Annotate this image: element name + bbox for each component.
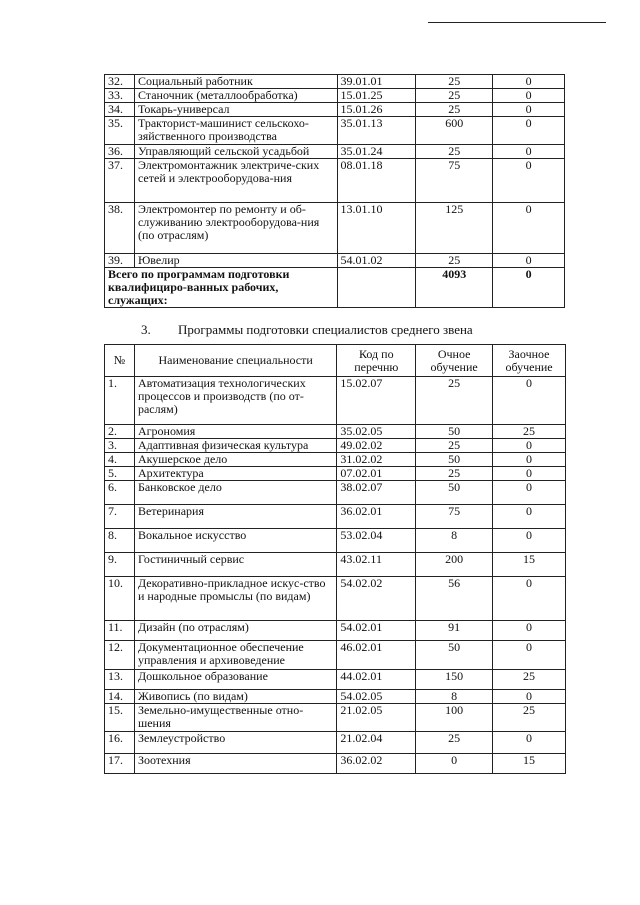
row-number: 13. [105,670,135,690]
part-time-count: 15 [493,553,566,577]
specialty-code: 21.02.04 [337,732,416,754]
full-time-count: 75 [416,505,493,529]
part-time-count: 0 [493,690,566,704]
specialty-code: 54.02.01 [337,621,416,641]
table-row [105,481,566,505]
part-time-count: 0 [493,439,566,453]
table-row [105,553,566,577]
part-time-count: 0 [493,203,565,254]
full-time-count: 56 [416,577,493,621]
specialty-code: 08.01.18 [337,159,416,203]
row-number: 39. [105,254,135,268]
specialty-name: Ветеринария [134,505,336,529]
row-number: 14. [105,690,135,704]
part-time-count: 25 [493,425,566,439]
table-row [105,704,566,732]
specialty-name: Документационное обеспечение управления и архивоведение [134,641,336,670]
part-time-count: 0 [493,89,565,103]
part-time-count: 0 [493,621,566,641]
specialty-name: Дошкольное образование [134,670,336,690]
specialty-name: Управляющий сельской усадьбой [134,145,337,159]
specialty-name: Агрономия [134,425,336,439]
part-time-count: 0 [493,505,566,529]
specialty-code: 44.02.01 [337,670,416,690]
row-number: 16. [105,732,135,754]
specialty-code: 39.01.01 [337,75,416,89]
total-label: Всего по программам подготовки квалифициро-ванных рабочих, служащих: [105,268,338,308]
row-number: 1. [105,377,135,425]
specialty-code: 35.01.13 [337,117,416,145]
specialty-code: 49.02.02 [337,439,416,453]
specialty-name: Ювелир [134,254,337,268]
specialty-code: 46.02.01 [337,641,416,670]
table-row [105,467,566,481]
specialty-code: 13.01.10 [337,203,416,254]
specialty-code: 54.02.05 [337,690,416,704]
row-number: 8. [105,529,135,553]
row-number: 32. [105,75,135,89]
full-time-count: 50 [416,641,493,670]
specialty-name: Зоотехния [134,754,336,774]
full-time-count: 0 [416,754,493,774]
specialty-name: Землеустройство [134,732,336,754]
table-row [105,75,565,89]
row-number: 9. [105,553,135,577]
table-row [105,529,566,553]
specialty-name: Декоративно-прикладное искус-ство и народные промыслы (по видам) [134,577,336,621]
table-row [105,89,565,103]
specialty-name: Социальный работник [134,75,337,89]
table-row [105,159,565,203]
specialty-code: 15.02.07 [337,377,416,425]
specialty-code: 35.01.24 [337,145,416,159]
specialty-name: Живопись (по видам) [134,690,336,704]
row-number: 36. [105,145,135,159]
table-row [105,505,566,529]
part-time-count: 0 [493,159,565,203]
table-row [105,117,565,145]
full-time-count: 600 [416,117,493,145]
full-time-count: 50 [416,425,493,439]
full-time-count: 25 [416,145,493,159]
specialty-name: Гостиничный сервис [134,553,336,577]
header-name: Наименование специальности [134,345,336,377]
part-time-count: 0 [493,117,565,145]
header-number: № [105,345,135,377]
row-number: 5. [105,467,135,481]
specialty-name: Банковское дело [134,481,336,505]
table-row [105,577,566,621]
row-number: 15. [105,704,135,732]
row-number: 3. [105,439,135,453]
specialty-code: 35.02.05 [337,425,416,439]
part-time-count: 0 [493,145,565,159]
full-time-count: 25 [416,732,493,754]
header-full-time: Очное обучение [416,345,493,377]
table-row [105,254,565,268]
specialty-code: 15.01.25 [337,89,416,103]
part-time-count: 0 [493,254,565,268]
part-time-count: 0 [493,529,566,553]
total-row [105,268,565,308]
row-number: 35. [105,117,135,145]
full-time-count: 25 [416,103,493,117]
specialty-code: 38.02.07 [337,481,416,505]
top-rule [428,22,606,23]
full-time-count: 125 [416,203,493,254]
full-time-count: 8 [416,690,493,704]
part-time-count: 0 [493,732,566,754]
row-number: 10. [105,577,135,621]
part-time-count: 25 [493,670,566,690]
row-number: 7. [105,505,135,529]
section-number: 3. [141,322,151,337]
table-row [105,621,566,641]
specialty-name: Земельно-имущественные отно-шения [134,704,336,732]
table-row [105,439,566,453]
specialty-code: 15.01.26 [337,103,416,117]
specialty-name: Токарь-универсал [134,103,337,117]
full-time-count: 50 [416,481,493,505]
qualified-workers-table [104,74,565,308]
header-row [105,345,566,377]
specialty-name: Станочник (металлообработка) [134,89,337,103]
specialty-code: 36.02.02 [337,754,416,774]
table-row [105,377,566,425]
table-row [105,754,566,774]
total-part-time: 0 [493,268,565,308]
part-time-count: 0 [493,75,565,89]
specialty-code: 54.02.02 [337,577,416,621]
table-row [105,103,565,117]
specialty-name: Автоматизация технологических процессов и производств (по от-раслям) [134,377,336,425]
specialty-name: Дизайн (по отраслям) [134,621,336,641]
part-time-count: 0 [493,467,566,481]
part-time-count: 0 [493,377,566,425]
specialty-code: 21.02.05 [337,704,416,732]
full-time-count: 75 [416,159,493,203]
part-time-count: 15 [493,754,566,774]
section-heading [141,322,497,338]
specialty-code: 53.02.04 [337,529,416,553]
full-time-count: 8 [416,529,493,553]
header-part-time: Заочное обучение [493,345,566,377]
part-time-count: 0 [493,641,566,670]
full-time-count: 25 [416,377,493,425]
specialty-name: Адаптивная физическая культура [134,439,336,453]
row-number: 17. [105,754,135,774]
row-number: 38. [105,203,135,254]
table-row [105,453,566,467]
specialty-name: Электромонтажник электриче-ских сетей и электрооборудова-ния [134,159,337,203]
full-time-count: 25 [416,467,493,481]
specialty-name: Тракторист-машинист сельскохо-зяйственного производства [134,117,337,145]
full-time-count: 91 [416,621,493,641]
table-row [105,732,566,754]
table-row [105,425,566,439]
row-number: 11. [105,621,135,641]
table-row [105,641,566,670]
full-time-count: 100 [416,704,493,732]
part-time-count: 0 [493,577,566,621]
header-code: Код по перечню [337,345,416,377]
row-number: 37. [105,159,135,203]
full-time-count: 25 [416,254,493,268]
total-full-time: 4093 [416,268,493,308]
table-row [105,690,566,704]
section-title: Программы подготовки специалистов среднего звена [178,322,473,337]
specialty-code: 43.02.11 [337,553,416,577]
specialty-code: 36.02.01 [337,505,416,529]
mid-level-specialists-table [104,344,566,774]
specialty-code: 31.02.02 [337,453,416,467]
full-time-count: 200 [416,553,493,577]
specialty-name: Архитектура [134,467,336,481]
part-time-count: 0 [493,481,566,505]
specialty-code: 07.02.01 [337,467,416,481]
full-time-count: 50 [416,453,493,467]
row-number: 34. [105,103,135,117]
row-number: 33. [105,89,135,103]
part-time-count: 25 [493,704,566,732]
specialty-name: Вокальное искусство [134,529,336,553]
part-time-count: 0 [493,453,566,467]
part-time-count: 0 [493,103,565,117]
table-row [105,203,565,254]
row-number: 6. [105,481,135,505]
full-time-count: 25 [416,75,493,89]
full-time-count: 25 [416,89,493,103]
table-row [105,670,566,690]
full-time-count: 150 [416,670,493,690]
row-number: 12. [105,641,135,670]
specialty-code: 54.01.02 [337,254,416,268]
table-row [105,145,565,159]
row-number: 2. [105,425,135,439]
specialty-name: Акушерское дело [134,453,336,467]
specialty-name: Электромонтер по ремонту и об-служиванию электрооборудова-ния (по отраслям) [134,203,337,254]
row-number: 4. [105,453,135,467]
full-time-count: 25 [416,439,493,453]
